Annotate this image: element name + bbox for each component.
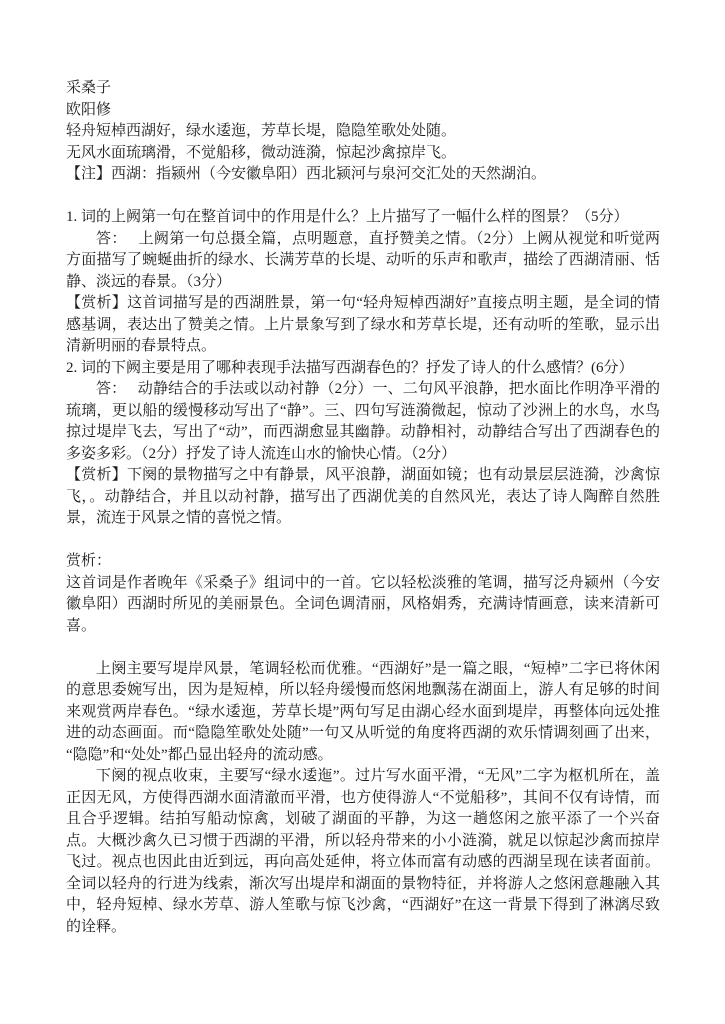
analysis-1-text: 【赏析】这首词描写是的西湖胜景，第一句“轻舟短棹西湖好”直接点明主题，是全词的情感基调，表达出了赞美之情。上片景象写到了绿水和芳草长堤，还有动听的笙歌，显示出清新明丽的春景特点。 <box>66 295 660 354</box>
appreciation-para-2: 上阕主要写堤岸风景，笔调轻松而优雅。“西湖好”是一篇之眼，“短棹”二字已将休闲的意思委婉写出，因为是短棹，所以轻舟缓慢而悠闲地飘荡在湖面上，游人有足够的时间来观赏两岸春色。“绿水逶迤，芳草长堤”两句写足由湖心经水面到堤岸，再整体向远处推进的动态画面。而“隐隐笙歌处处随”一句又从听觉的角度将西湖的欢乐情调刻画了出来，“隐隐”和“处处”都凸显出轻舟的流动感。 <box>66 660 660 763</box>
appreciation-para-1: 这首词是作者晚年《采桑子》组词中的一首。它以轻松淡雅的笔调，描写泛舟颍州（今安徽阜阳）西湖时所见的美丽景色。全词色调清丽，风格娟秀，充满诗情画意，读来清新可喜。 <box>66 574 660 634</box>
blank-line-3 <box>66 637 660 659</box>
question-1-text: 1. 词的上阙第一句在整首词中的作用是什么？上片描写了一幅什么样的图景？（5分） <box>66 209 629 225</box>
poem-note: 【注】西湖：指颍州（今安徽阜阳）西北颍河与泉河交汇处的天然湖泊。 <box>66 166 547 182</box>
poem-line-1: 轻舟短棹西湖好，绿水逶迤，芳草长堤，隐隐笙歌处处随。 <box>66 123 457 139</box>
question-2-text: 2. 词的下阙主要是用了哪种表现手法描写西湖春色的？抒发了诗人的什么感情？(6分） <box>66 359 634 376</box>
answer-2-text: 答： 动静结合的手法或以动衬静（2分）一、二句风平浪静，把水面比作明净平滑的琉璃，更以船的缓慢移动写出了“静”。三、四句写涟漪微起，惊动了沙洲上的水鸟，水鸟掠过堤岸飞去，写出了“动”，而西湖愈显其幽静。动静相衬，动静结合写出了西湖春色的多姿多彩。（2分）抒发了诗人流连山水的愉快心情。（2分） <box>66 381 660 462</box>
answer-1-text: 答： 上阙第一句总摄全篇，点明题意，直抒赞美之情。（2分）上阙从视觉和听觉两方面描写了蜿蜒曲折的绿水、长满芳草的长堤、动听的乐声和歌声，描绘了西湖清丽、恬静、淡远的春景。（3分） <box>66 230 660 290</box>
blank-line-2 <box>66 530 660 552</box>
appreciation-para-3: 下阕的视点收束，主要写“绿水逶迤”。过片写水面平滑，“无风”二字为枢机所在，盖正因无风，方使得西湖水面清澈而平滑，也方使得游人“不觉船移”，其间不仅有诗情，而且合乎逻辑。结拍写船动惊禽，划破了湖面的平静，为这一趟悠闲之旅平添了一个兴奋点。大概沙禽久已习惯于西湖的平滑，所以轻舟带来的小小涟漪，就足以惊起沙禽而掠岸飞过。视点也因此由近到远，再向高处延伸，将立体而富有动感的西湖呈现在读者面前。全词以轻舟的行进为线索，渐次写出堤岸和湖面的景物特征，并将游人之悠闲意趣融入其中，轻舟短棹、绿水芳草、游人笙歌与惊飞沙禽，“西湖好”在这一背景下得到了淋漓尽致的诠释。 <box>66 768 660 935</box>
appreciation-heading: 赏析： <box>66 553 112 569</box>
analysis-2-text: 【赏析】下阕的景物描写之中有静景，风平浪静，湖面如镜；也有动景层层涟漪，沙禽惊飞，。动静结合，并且以动衬静，描写出了西湖优美的自然风光，表达了诗人陶醉自然胜景，流连于风景之情的喜悦之情。 <box>66 467 660 526</box>
poem-author: 欧阳修 <box>66 101 112 118</box>
poem-line-2: 无风水面琉璃滑，不觉船移，微动涟漪，惊起沙禽掠岸飞。 <box>66 144 457 161</box>
blank-line-1 <box>66 186 660 208</box>
poem-title: 采桑子 <box>66 80 112 96</box>
